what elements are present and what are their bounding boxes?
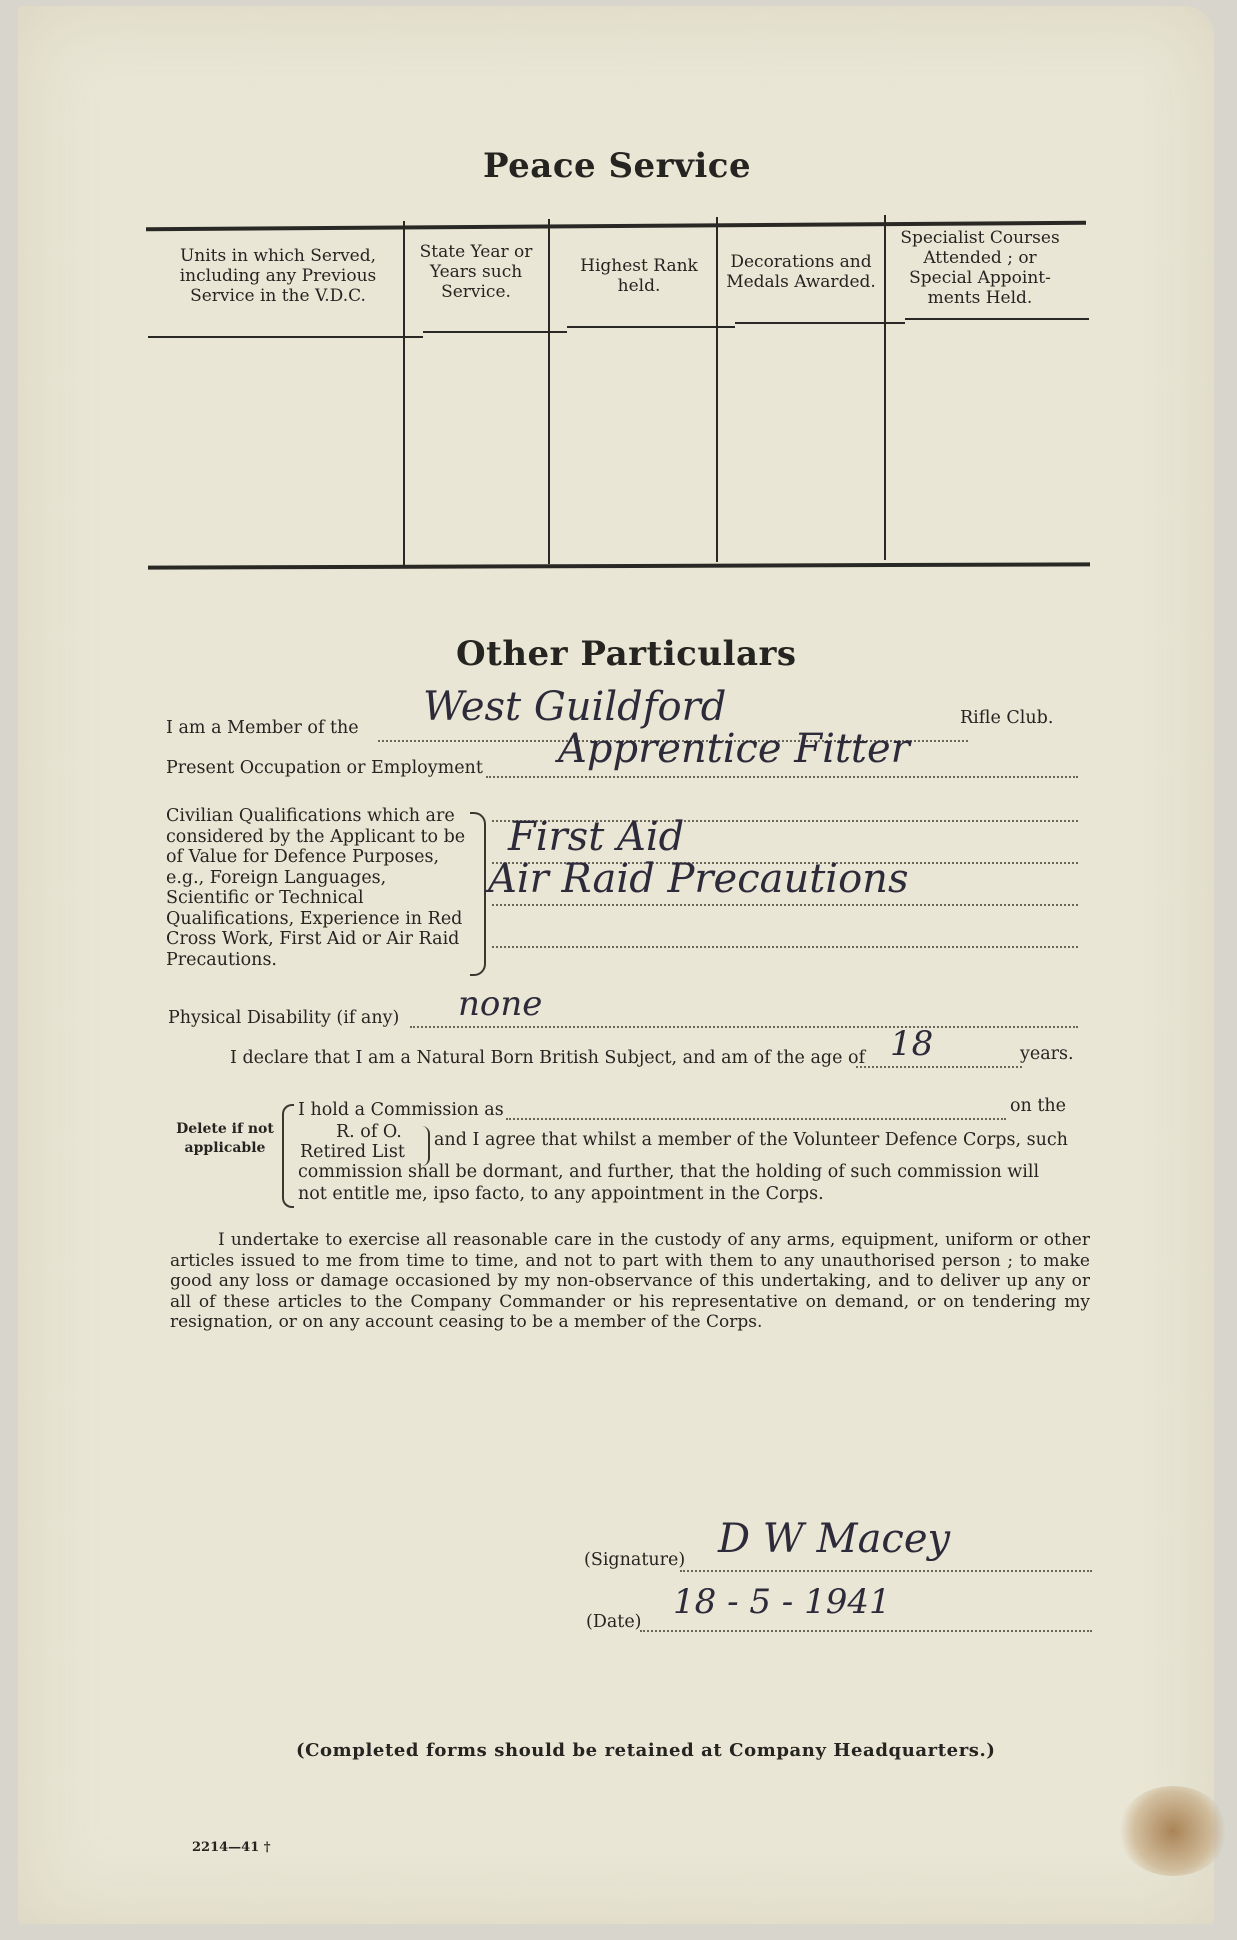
table-col-divider (716, 217, 718, 562)
peace-service-title: Peace Service (483, 146, 752, 186)
civilian-line (492, 928, 1078, 948)
col-header-years: State Year or Years such Service. (419, 242, 533, 302)
age-value: 18 (890, 1024, 934, 1064)
commission-line (506, 1100, 1006, 1120)
commission-line3: commission shall be dormant, and further, that the holding of such commission will (298, 1162, 1040, 1182)
member-label: I am a Member of the (166, 718, 359, 738)
age-suffix: years. (1020, 1044, 1074, 1064)
col-header-courses: Specialist Courses Attended ; or Special Appoint-ments Held. (900, 228, 1060, 308)
disability-label: Physical Disability (if any) (168, 1008, 400, 1028)
civilian-brace (470, 812, 486, 976)
col-header-rank: Highest Rank held. (580, 256, 698, 296)
document-page (18, 6, 1214, 1924)
agree-text: and I agree that whilst a member of the Volunteer Defence Corps, such (434, 1130, 1068, 1150)
disability-value: none (458, 984, 543, 1024)
table-bottom-rule (148, 562, 1090, 569)
paper-stain (1118, 1786, 1228, 1876)
retired-label: Retired List (300, 1142, 405, 1162)
civilian-label: Civilian Qualifications which are considered by the Applicant to be of Value for Defence Purposes, e.g., Foreign Languages, Scientific or Technical Qualifications, Experience in Red Cross Work, First Aid or Air Raid Precautions. (166, 806, 466, 970)
table-col-divider (548, 219, 550, 564)
table-header-rule (148, 336, 423, 338)
occupation-value: Apprentice Fitter (558, 726, 910, 772)
undertaking-paragraph: I undertake to exercise all reasonable care in the custody of any arms, equipment, uniform or other articles issued to me from time to time, and not to part with them to any unauthorised person ; to make good any loss or damage occasioned by my non-observance of this undertaking, and to deliver up any or all of these articles to the Company Commander or his representative on demand, or on tendering my resignation, or on any account ceasing to be a member of the Corps. (170, 1230, 1090, 1332)
form-code: 2214—41 † (192, 1840, 271, 1855)
table-col-divider (403, 221, 405, 566)
commission-line1-end: on the (1010, 1096, 1067, 1116)
table-col-divider (884, 215, 886, 560)
col-header-decorations: Decorations and Medals Awarded. (726, 252, 876, 292)
table-header-rule (905, 318, 1089, 320)
col-header-units: Units in which Served, including any Previous Service in the V.D.C. (179, 246, 377, 306)
retired-brace (420, 1126, 430, 1166)
table-header-rule (567, 326, 735, 328)
rofo-label: R. of O. (336, 1122, 402, 1142)
declare-label: I declare that I am a Natural Born British Subject, and am of the age of (230, 1048, 866, 1068)
occupation-label: Present Occupation or Employment (166, 758, 483, 778)
civilian-value-2: Air Raid Precautions (488, 856, 909, 902)
other-particulars-title: Other Particulars (456, 634, 797, 674)
age-line (856, 1048, 1022, 1068)
footer-note: (Completed forms should be retained at Company Headquarters.) (296, 1740, 996, 1761)
date-value: 18 - 5 - 1941 (673, 1582, 891, 1622)
commission-line4: not entitle me, ipso facto, to any appointment in the Corps. (298, 1184, 824, 1204)
table-header-rule (735, 322, 905, 324)
civilian-value-1: First Aid (508, 814, 685, 860)
delete-label: Delete if not applicable (176, 1121, 274, 1156)
signature-value: D W Macey (718, 1516, 951, 1562)
member-suffix: Rifle Club. (960, 708, 1054, 728)
table-header-rule (423, 331, 567, 333)
date-label: (Date) (586, 1612, 642, 1632)
commission-line1: I hold a Commission as (298, 1100, 504, 1120)
signature-label: (Signature) (584, 1550, 686, 1570)
commission-brace (282, 1104, 294, 1208)
member-value: West Guildford (423, 684, 727, 730)
